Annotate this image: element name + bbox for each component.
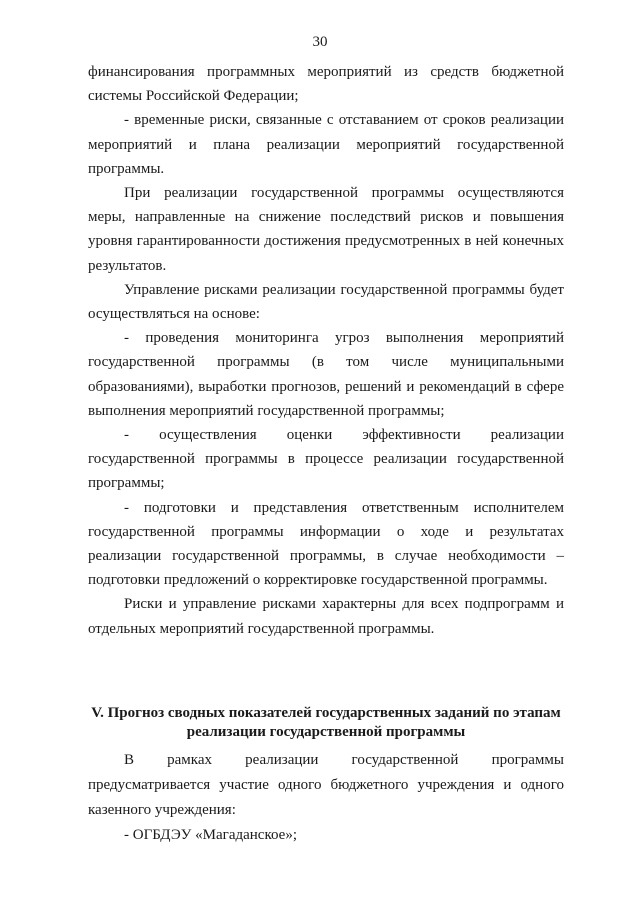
paragraph: В рамках реализации государственной программы предусматривается участие одного бюджетного учреждения и одного казенного учреждения: (88, 752, 564, 818)
paragraph: Риски и управление рисками характерны для всех подпрограмм и отдельных мероприятий государственной программы. (88, 596, 564, 637)
list-item: - проведения мониторинга угроз выполнения мероприятий государственной программы (в том числе муниципальными образованиями), выработки прогнозов, решений и рекомендаций в сфере выполнения мероприятий государственной программы; (88, 330, 564, 419)
paragraph: При реализации государственной программы осуществляются меры, направленные на снижение последствий рисков и повышения уровня гарантированности достижения предусмотренных в ней конечных результатов. (88, 185, 564, 274)
paragraph: Управление рисками реализации государственной программы будет осуществляться на основе: (88, 281, 564, 323)
list-item: - осуществления оценки эффективности реализации государственной программы в процессе реализации государственной программы; (88, 427, 564, 492)
section-body (88, 748, 564, 848)
section-heading-line: V. Прогноз сводных показателей государственных заданий по этапам (91, 705, 561, 721)
paragraph: - временные риски, связанные с отставанием от сроков реализации мероприятий и плана реализации мероприятий государственной программы. (88, 112, 564, 177)
document-body (88, 60, 564, 641)
section-heading-line: реализации государственной программы (186, 724, 466, 740)
paragraph: финансирования программных мероприятий из средств бюджетной системы Российской Федерации; (88, 64, 564, 105)
section-heading (88, 704, 564, 742)
list-item: - подготовки и представления ответственным исполнителем государственной программы информации о ходе и результатах реализации государственной программы, в случае необходимости – подготовки предложений о корректировке государственной программы. (88, 499, 564, 589)
page-number: 30 (312, 34, 328, 50)
list-item: - ОГБДЭУ «Магаданское»; (124, 827, 297, 843)
